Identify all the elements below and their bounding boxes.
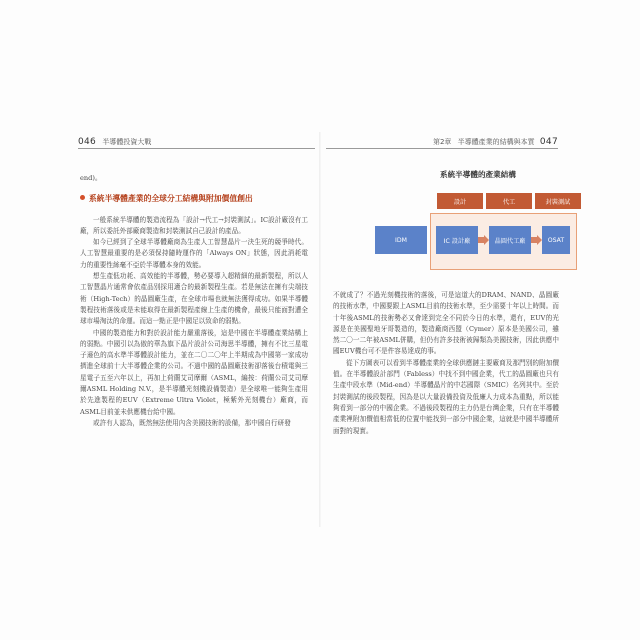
right-paragraph-2: 從下方圖表可以看到半導體產業的全球供應鏈主要廠商及那門別的附加價值。在半導體設計部門（Fabless）中找不到中國企業，代工的晶圓廠也只有生產中段水準（Mid-end）半導體晶片的中芯國際（SMIC）名列其中。至於封裝測試的後段製程，因為是以大量設備投資及低廉人力成本為重點，所以能夠看到一部分的中國企業。不過後段製程的主力仍是台灣企業，只有在半導體產業裡附加價值相當低的位置中能找到一部分中國企業，這就是中國半導體所面對的現實。	[333, 358, 559, 435]
box-osat: OSAT	[542, 226, 570, 254]
continued-text: end)。	[80, 174, 102, 182]
left-paragraph-2: 如今已經到了全球半導體廠商為生產人工智慧晶片一決生死的競爭時代。人工智慧最重要的是必須保持隨時運作的「Always ON」狀態，因此消耗電力的重要性絲毫不亞於半導體本身的效能。	[80, 238, 308, 269]
stage-foundry: 代工	[486, 193, 532, 209]
section-title-text: 系統半導體產業的全球分工結構與附加價值創出	[89, 194, 253, 204]
left-header-rule	[78, 148, 315, 149]
right-chapter-label: 第2章	[432, 138, 452, 146]
right-page-number: 047	[539, 137, 558, 147]
box-idm: IDM	[375, 226, 427, 254]
box-foundry: 晶圓代工廠	[489, 226, 531, 254]
stage-packaging-testing: 封裝測試	[535, 193, 581, 209]
left-paragraph-4: 中國的製造能力和對於設計能力嚴重落後，這是中國在半導體產業結構上的弱點。中國引以為傲的華為旗下晶片設計公司海思半導體，擁有不比三星電子遜色的高水準半導體設計能力，並在二〇二〇年上半期成為中國第一家成功擠進全球前十大半導體企業的公司。不過中國的晶圓廠技術卻落後台積電與三星電子五至六年以上，再加上荷蘭艾司摩爾（ASML，編按：荷蘭公司艾司摩爾ASML Holding N.V.，是半導體光刻機設備製造）是全球唯一能夠生產用於先進製程的EUV（Extreme Ultra Violet，極紫外光刻機台）廠商，而ASML目前並未供應機台給中國。	[80, 328, 308, 416]
left-paragraph-1: 一般系統半導體的製造流程為「設計→代工→封裝測試」。IC設計廠沒有工廠，所以委託外部廠商製造和封裝測試自己設計的產品。	[80, 215, 308, 235]
book-gutter	[319, 132, 321, 527]
left-page-body	[80, 173, 308, 429]
right-paragraph-1: 不就成了？不過光刻機技術的落後，可是這道大的DRAM、NAND、晶圓廠的技術水準，中國要跟上ASML目前的技術水準，至少需要十年以上時間。而十年後ASML的技術勢必又會達到完全不同於今日的水準，還有，EUV的光源是在美國聖地牙哥製造的，製造廠商西盟（Cymer）原本是美國公司，雖然二〇一二年被ASML併購，但仍有許多技術被歸類為美國技術，因此供應中國EUV機台可不是件容易達成的事。	[333, 291, 559, 356]
right-header-rule	[326, 148, 558, 149]
arrow-right-icon	[478, 235, 489, 245]
section-bullet-icon	[80, 195, 85, 200]
left-running-title: 半導體投資大戰	[102, 138, 152, 146]
left-paragraph-5: 或許有人認為，既然無法使用內含美國技術的設備，那中國自行研發	[93, 418, 291, 427]
right-running-title: 半導體產業的結構與本質	[457, 138, 535, 146]
left-paragraph-3: 想生產低功耗、高效能的半導體，勢必要導入超精細的最新製程，所以人工智慧晶片通常會依產品別採用適合的最新製程生產。若是無法在擁有尖端技術（High-Tech）的晶圓廠生產，在全球市場也就無法獲得成功。如果半導體製程技術落後或是未能取得在最新製程產線上生產的機會，最後只能面對遭全球市場淘汰的命運。而這一點正是中國足以致命的弱點。	[80, 272, 308, 326]
left-page-header	[78, 137, 151, 147]
right-page-header	[433, 137, 558, 147]
box-ic-design-house: IC 設計廠	[436, 226, 478, 254]
section-title	[80, 193, 308, 204]
figure-title: 系統半導體的產業結構	[440, 170, 516, 179]
left-page-number: 046	[78, 137, 97, 147]
arrow-right-icon	[531, 235, 542, 245]
stage-design: 設計	[437, 193, 483, 209]
right-page-body	[333, 290, 559, 437]
